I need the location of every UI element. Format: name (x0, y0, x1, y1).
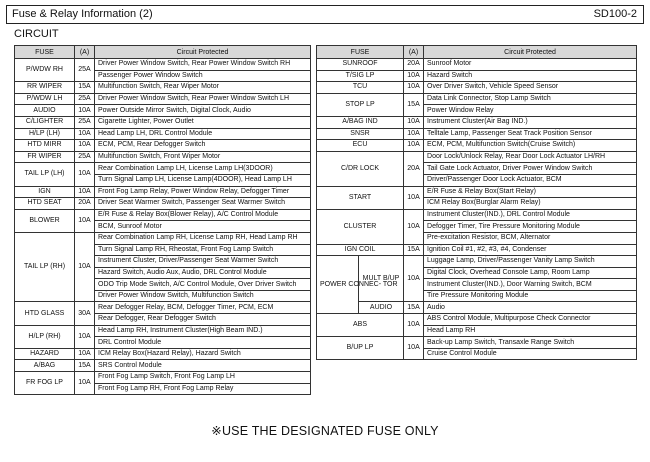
fuse-name-cell: TAIL LP (LH) (15, 163, 75, 186)
fuse-amp-cell: 10A (75, 140, 95, 152)
circuit-cell: Front Fog Lamp RH, Front Fog Lamp Relay (95, 383, 311, 395)
circuit-cell: Instrument Cluster(IND.), DRL Control Module (424, 209, 637, 221)
fuse-row (15, 82, 311, 94)
fuse-row (317, 116, 637, 128)
fuse-name-cell: H/LP (RH) (15, 325, 75, 348)
fuse-name-cell: STOP LP (317, 93, 404, 116)
circuit-cell: Audio (424, 302, 637, 314)
fuse-amp-cell: 10A (404, 116, 424, 128)
fuse-row (317, 314, 637, 326)
fuse-amp-cell: 15A (75, 360, 95, 372)
circuit-cell: Over Driver Switch, Vehicle Speed Sensor (424, 82, 637, 94)
circuit-cell: Cigarette Lighter, Power Outlet (95, 116, 311, 128)
circuit-cell: Sunroof Motor (424, 59, 637, 71)
fuse-amp-cell: 20A (404, 59, 424, 71)
fuse-name-cell: BLOWER (15, 209, 75, 232)
fuse-name-cell: HTD SEAT (15, 198, 75, 210)
circuit-cell: Front Fog Lamp Relay, Power Window Relay, Defogger Timer (95, 186, 311, 198)
fuse-amp-cell: 20A (75, 198, 95, 210)
fuse-name-cell: RR WIPER (15, 82, 75, 94)
fuse-row (317, 59, 637, 71)
circuit-cell: SRS Control Module (95, 360, 311, 372)
circuit-cell: ICM Relay Box(Hazard Relay), Hazard Switch (95, 348, 311, 360)
fuse-name-cell: CLUSTER (317, 209, 404, 244)
fuse-name-cell: HTD MIRR (15, 140, 75, 152)
circuit-cell: Back-up Lamp Switch, Transaxle Range Switch (424, 337, 637, 349)
fuse-row (15, 198, 311, 210)
fuse-name-cell: TCU (317, 82, 404, 94)
circuit-cell: ICM Relay Box(Burglar Alarm Relay) (424, 198, 637, 210)
circuit-cell: E/R Fuse & Relay Box(Blower Relay), A/C Control Module (95, 209, 311, 221)
fuse-amp-cell: 10A (75, 209, 95, 232)
fuse-row (317, 70, 637, 82)
fuse-name-cell: A/BAG (15, 360, 75, 372)
circuit-cell: Tail Gate Lock Actuator, Driver Power Window Switch (424, 163, 637, 175)
fuse-amp-cell: 25A (75, 116, 95, 128)
fuse-row (15, 209, 311, 221)
circuit-cell: BCM, Sunroof Motor (95, 221, 311, 233)
circuit-cell: Front Fog Lamp Switch, Front Fog Lamp LH (95, 372, 311, 384)
fuse-row (317, 209, 637, 221)
circuit-cell: Driver/Passenger Door Lock Actuator, BCM (424, 174, 637, 186)
fuse-name-cell: START (317, 186, 404, 209)
fuse-amp-cell: 10A (75, 163, 95, 186)
fuse-amp-cell: 10A (404, 337, 424, 360)
fuse-name-cell: C/LIGHTER (15, 116, 75, 128)
fuse-group-cell: POWER CONNEC- TOR (317, 256, 359, 314)
fuse-name-cell: P/WDW LH (15, 93, 75, 105)
fuse-name-cell: T/SIG LP (317, 70, 404, 82)
fuse-row (15, 232, 311, 244)
circuit-cell: Driver Power Window Switch, Rear Power Window Switch RH (95, 59, 311, 71)
fuse-name-cell: H/LP (LH) (15, 128, 75, 140)
circuit-cell: Cruise Control Module (424, 348, 637, 360)
page-header (6, 5, 644, 24)
circuit-cell: E/R Fuse & Relay Box(Start Relay) (424, 186, 637, 198)
circuit-cell: Pre-excitation Resistor, BCM, Alternator (424, 232, 637, 244)
fuse-row (317, 93, 637, 105)
fuse-name-cell: A/BAG IND (317, 116, 404, 128)
fuse-column-header: FUSE (317, 46, 404, 59)
fuse-row (317, 256, 637, 268)
fuse-row (15, 360, 311, 372)
fuse-amp-cell: 10A (404, 128, 424, 140)
circuit-cell: Luggage Lamp, Driver/Passenger Vanity Lamp Switch (424, 256, 637, 268)
fuse-name-cell: SNSR (317, 128, 404, 140)
circuit-cell: DRL Control Module (95, 337, 311, 349)
fuse-row (15, 128, 311, 140)
fuse-row (15, 140, 311, 152)
fuse-name-cell: SUNROOF (317, 59, 404, 71)
fuse-amp-cell: 15A (75, 82, 95, 94)
fuse-name-cell: FR FOG LP (15, 372, 75, 395)
fuse-name-cell: HTD GLASS (15, 302, 75, 325)
circuit-cell: Turn Signal Lamp LH, License Lamp(4DOOR), Head Lamp LH (95, 174, 311, 186)
circuit-cell: Rear Combination Lamp RH, License Lamp RH, Head Lamp RH (95, 232, 311, 244)
fuse-row (317, 151, 637, 163)
circuit-column-header: Circuit Protected (424, 46, 637, 59)
circuit-cell: Head Lamp LH, DRL Control Module (95, 128, 311, 140)
circuit-cell: Hazard Switch, Audio Aux, Audio, DRL Control Module (95, 267, 311, 279)
circuit-cell: Ignition Coil #1, #2, #3, #4, Condenser (424, 244, 637, 256)
fuse-amp-cell: 10A (404, 70, 424, 82)
fuse-row (317, 128, 637, 140)
fuse-name-cell: TAIL LP (RH) (15, 232, 75, 302)
fuse-row (317, 186, 637, 198)
fuse-name-cell: FR WIPER (15, 151, 75, 163)
circuit-cell: Defogger Timer, Tire Pressure Monitoring Module (424, 221, 637, 233)
fuse-name-cell: AUDIO (15, 105, 75, 117)
circuit-cell: ECM, PCM, Multifunction Switch(Cruise Switch) (424, 140, 637, 152)
circuit-cell: Rear Defogger, Rear Defogger Switch (95, 314, 311, 326)
fuse-row (15, 93, 311, 105)
circuit-cell: Tire Pressure Monitoring Module (424, 290, 637, 302)
circuit-cell: Rear Combination Lamp LH, License Lamp LH(3DOOR) (95, 163, 311, 175)
fuse-amp-cell: 30A (75, 302, 95, 325)
fuse-amp-cell: 25A (75, 151, 95, 163)
fuse-amp-cell: 10A (404, 140, 424, 152)
fuse-row (15, 186, 311, 198)
fuse-row (15, 302, 311, 314)
circuit-cell: Driver Power Window Switch, Rear Power Window Switch LH (95, 93, 311, 105)
fuse-amp-cell: 15A (404, 302, 424, 314)
fuse-amp-cell: 15A (404, 93, 424, 116)
fuse-amp-cell: 25A (75, 59, 95, 82)
circuit-column-header: Circuit Protected (95, 46, 311, 59)
fuse-name-cell: IGN COIL (317, 244, 404, 256)
circuit-cell: Telltale Lamp, Passenger Seat Track Position Sensor (424, 128, 637, 140)
fuse-name-cell: ECU (317, 140, 404, 152)
fuse-name-cell: IGN (15, 186, 75, 198)
amp-column-header: (A) (404, 46, 424, 59)
page-code: SD100-2 (593, 8, 637, 20)
circuit-cell: Instrument Cluster(Air Bag IND.) (424, 116, 637, 128)
fuse-row (15, 348, 311, 360)
amp-column-header: (A) (75, 46, 95, 59)
left-fuse-table (14, 45, 311, 395)
fuse-name-cell: C/DR LOCK (317, 151, 404, 186)
designated-fuse-note: ※USE THE DESIGNATED FUSE ONLY (211, 424, 439, 438)
fuse-row (15, 163, 311, 175)
fuse-row (15, 105, 311, 117)
circuit-cell: Multifunction Switch, Front Wiper Motor (95, 151, 311, 163)
circuit-cell: Turn Signal Lamp RH, Rheostat, Front Fog Lamp Switch (95, 244, 311, 256)
fuse-amp-cell: 10A (404, 314, 424, 337)
fuse-amp-cell: 10A (404, 186, 424, 209)
fuse-amp-cell: 10A (75, 325, 95, 348)
circuit-cell: Passenger Power Window Switch (95, 70, 311, 82)
circuit-cell: Power Window Relay (424, 105, 637, 117)
circuit-cell: Door Lock/Unlock Relay, Rear Door Lock Actuator LH/RH (424, 151, 637, 163)
circuit-cell: ABS Control Module, Multipurpose Check Connector (424, 314, 637, 326)
circuit-cell: Hazard Switch (424, 70, 637, 82)
circuit-cell: Power Outside Mirror Switch, Digital Clock, Audio (95, 105, 311, 117)
circuit-cell: Head Lamp RH (424, 325, 637, 337)
fuse-name-cell: B/UP LP (317, 337, 404, 360)
fuse-amp-cell: 20A (404, 151, 424, 186)
fuse-amp-cell: 10A (404, 82, 424, 94)
fuse-amp-cell: 10A (75, 128, 95, 140)
fuse-name-cell: ABS (317, 314, 404, 337)
fuse-name-cell: MULT B/UP (359, 256, 404, 302)
fuse-row (15, 116, 311, 128)
circuit-cell: Instrument Cluster(IND.), Door Warning Switch, BCM (424, 279, 637, 291)
circuit-cell: ODO Trip Mode Switch, A/C Control Module, Over Driver Switch (95, 279, 311, 291)
fuse-amp-cell: 10A (404, 256, 424, 302)
right-fuse-table (316, 45, 637, 360)
fuse-amp-cell: 10A (75, 186, 95, 198)
circuit-cell: Data Link Connector, Stop Lamp Switch (424, 93, 637, 105)
fuse-amp-cell: 10A (75, 105, 95, 117)
fuse-name-cell: HAZARD (15, 348, 75, 360)
fuse-amp-cell: 10A (404, 209, 424, 244)
circuit-cell: Multifunction Switch, Rear Wiper Motor (95, 82, 311, 94)
fuse-row (15, 325, 311, 337)
circuit-cell: Head Lamp RH, Instrument Cluster(High Beam IND.) (95, 325, 311, 337)
fuse-name-cell: AUDIO (359, 302, 404, 314)
fuse-row (317, 337, 637, 349)
fuse-row (317, 140, 637, 152)
fuse-name-cell: P/WDW RH (15, 59, 75, 82)
circuit-cell: Driver Power Window Switch, Multifunction Switch (95, 290, 311, 302)
fuse-row (15, 151, 311, 163)
page-title: Fuse & Relay Information (2) (12, 8, 153, 20)
fuse-row (317, 82, 637, 94)
fuse-amp-cell: 15A (404, 244, 424, 256)
fuse-amp-cell: 10A (75, 372, 95, 395)
fuse-row (317, 302, 637, 314)
circuit-cell: Driver Seat Warmer Switch, Passenger Seat Warmer Switch (95, 198, 311, 210)
circuit-cell: Digital Clock, Overhead Console Lamp, Room Lamp (424, 267, 637, 279)
circuit-cell: ECM, PCM, Rear Defogger Switch (95, 140, 311, 152)
fuse-amp-cell: 10A (75, 348, 95, 360)
circuit-cell: Rear Defogger Relay, BCM, Defogger Timer, PCM, ECM (95, 302, 311, 314)
fuse-amp-cell: 10A (75, 232, 95, 302)
fuse-column-header: FUSE (15, 46, 75, 59)
fuse-amp-cell: 25A (75, 93, 95, 105)
fuse-row (317, 244, 637, 256)
section-title: CIRCUIT (14, 28, 59, 40)
fuse-row (15, 372, 311, 384)
fuse-row (15, 59, 311, 71)
circuit-cell: Instrument Cluster, Driver/Passenger Seat Warmer Switch (95, 256, 311, 268)
